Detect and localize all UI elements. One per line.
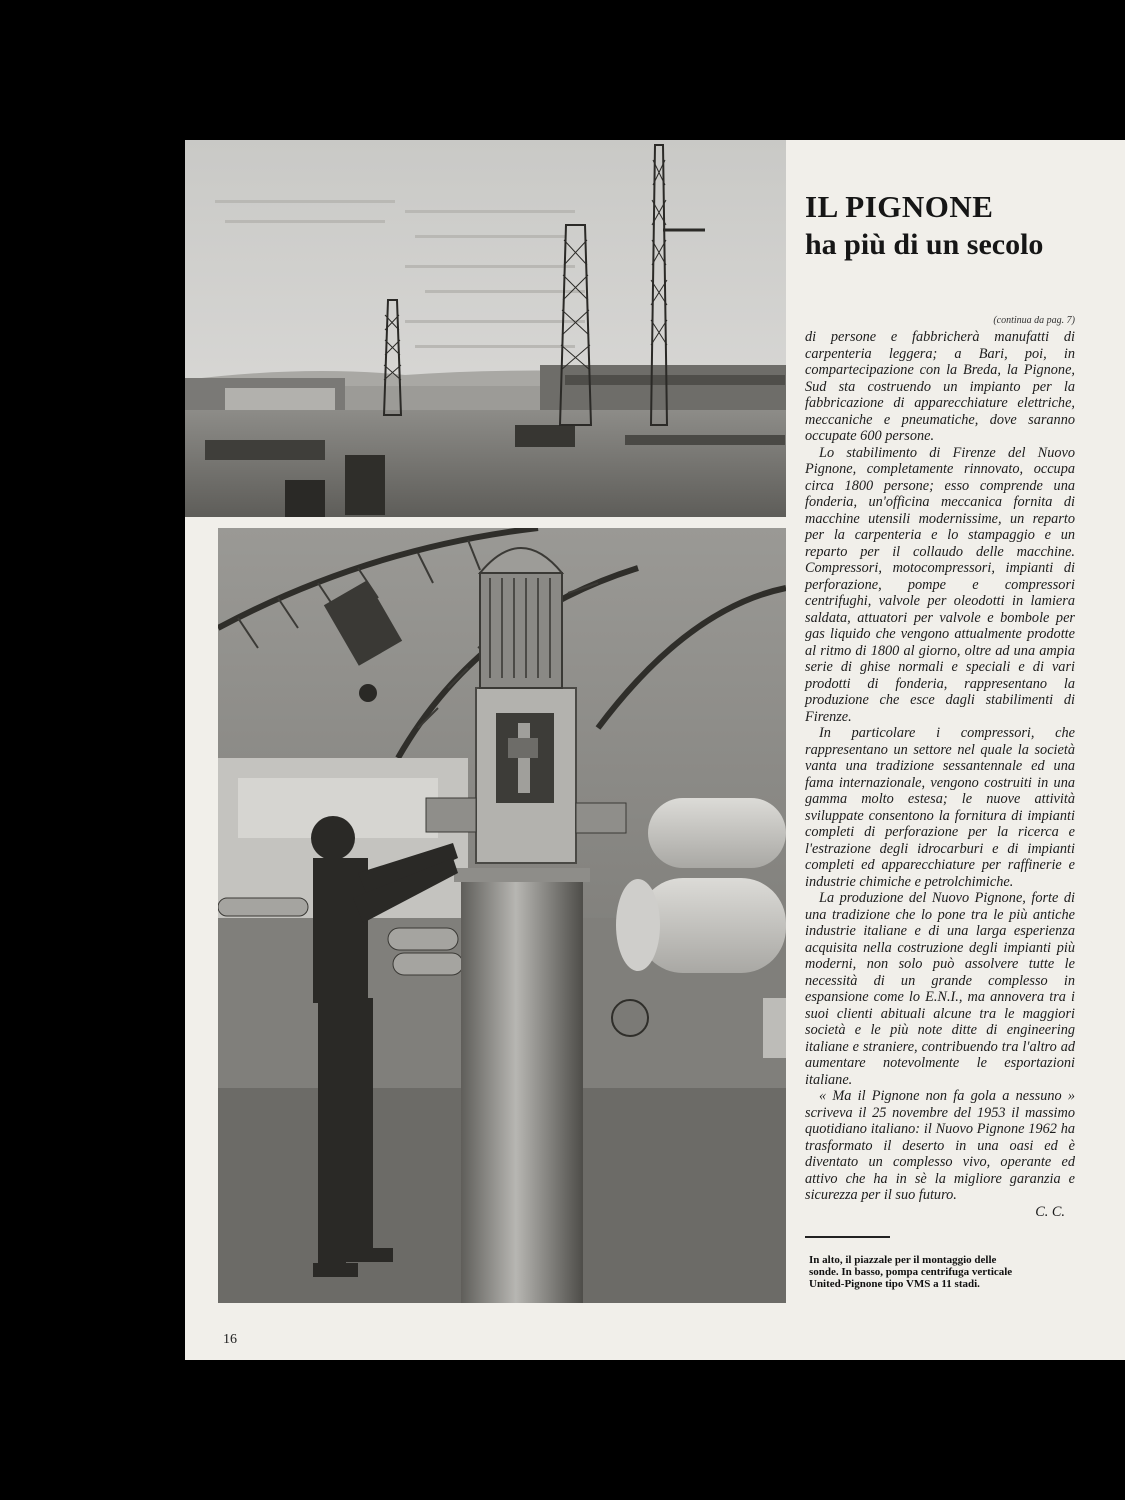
article-body xyxy=(805,329,1075,1221)
article-paragraph: In particolare i compressori, che rappresentano un settore nel quale la società vanta una tradizione sessantennale ed una fama internazionale, vengono costruiti in una gamma molto estesa; le nuove attività sviluppate consentono la fornitura di impianti completi di perforazione per la ricerca e l'estrazione degli idrocarburi e di impianti completi ed apparecchiature per raffinerie e industrie chimiche e petrolchimiche. xyxy=(805,725,1075,890)
page-number: 16 xyxy=(223,1332,237,1347)
photo-caption: In alto, il piazzale per il montaggio delle sonde. In basso, pompa centrifuga verticale United-Pignone tipo VMS a 11 stadi. xyxy=(809,1254,1013,1290)
centrifugal-pump-image xyxy=(218,528,786,1303)
drilling-yard-image xyxy=(185,140,786,517)
centrifugal-pump-photo xyxy=(218,528,786,1303)
article-paragraph: Lo stabilimento di Firenze del Nuovo Pignone, completamente rinnovato, occupa circa 1800 persone; esso comprende una fonderia, un'officina meccanica fornita di macchine utensili modernissime, un reparto per la carpenteria e lo stampaggio e un reparto per il collaudo delle macchine. Compressori, motocompressori, impianti di perforazione, pompe e compressori centrifughi, valvole per oleodotti in lamiera saldata, attuatori per valvole e bombole per gas liquido che vengono attualmente prodotte al ritmo di 1800 al giorno, oltre ad una ampia serie di ghise normali e speciali e di vari prodotti di fonderia, rappresentano la produzione che esce dagli stabilimenti di Firenze. xyxy=(805,444,1075,725)
article-paragraph: « Ma il Pignone non fa gola a nessuno » scriveva il 25 novembre del 1953 il massimo quotidiano italiano: il Nuovo Pignone 1962 ha trasformato il deserto in una oasi ed è diventato un complesso vivo, operante ed attivo che ha in sè la migliore garanzia e sicurezza per il suo futuro. xyxy=(805,1088,1075,1204)
headline-line-1: IL PIGNONE xyxy=(805,189,994,224)
headline-line-2: ha più di un secolo xyxy=(805,228,1044,261)
article-paragraph: di persone e fabbricherà manufatti di carpenteria leggera; a Bari, poi, in compartecipazione con la Breda, la Pignone, Sud sta costruendo un impianto per la fabbricazione di apparecchiature elettriche, meccaniche e pneumatiche, dove saranno occupate 600 persone. xyxy=(805,329,1075,444)
author-signature: C. C. xyxy=(1035,1203,1065,1220)
magazine-page xyxy=(185,140,1125,1360)
continuation-note: (continua da pag. 7) xyxy=(993,315,1075,326)
article-paragraph: La produzione del Nuovo Pignone, forte di una tradizione che lo pone tra le più antiche industrie italiane e di una larga esperienza acquisita nella costruzione degli impianti più moderni, non solo può assolvere tutte le necessità di un grande complesso in espansione come lo E.N.I., ma annovera tra i suoi clienti abituali alcune tra le maggiori società e le più note ditte di engineering italiane e straniere, contribuendo tra l'altro ad aumentare notevolmente le esportazioni italiane. xyxy=(805,890,1075,1088)
caption-divider xyxy=(805,1236,890,1238)
article-headline xyxy=(805,190,1105,262)
drilling-yard-photo xyxy=(185,140,786,517)
